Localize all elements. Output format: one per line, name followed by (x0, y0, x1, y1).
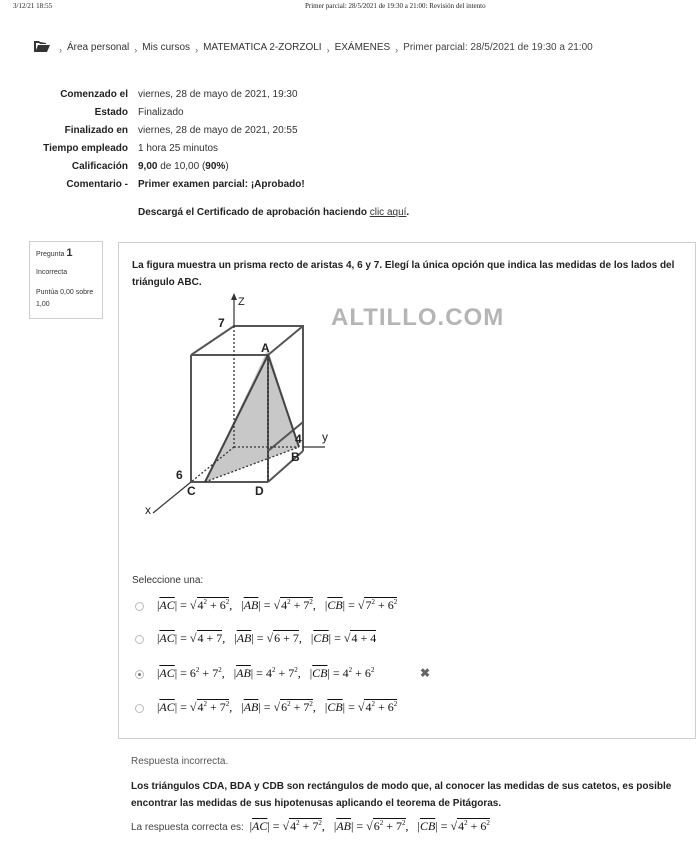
question-number-value: 1 (66, 247, 73, 259)
print-title: Primer parcial: 28/5/2021 de 19:30 a 21:00: Revisión del intento (305, 2, 486, 10)
summary-row-time (0, 143, 700, 159)
feedback-result: Respuesta incorrecta. (131, 756, 229, 767)
grade-score: 9,00 (138, 161, 158, 172)
summary-row-state (0, 107, 700, 123)
time-label: Tiempo empleado (43, 143, 128, 154)
answer-option-2[interactable] (133, 629, 673, 651)
answer-prompt: Seleccione una: (132, 575, 204, 586)
summary-row-finished (0, 125, 700, 141)
print-datetime: 3/12/21 18:55 (13, 2, 53, 10)
label-z: Z (238, 296, 245, 308)
breadcrumb-examenes[interactable]: EXÁMENES (334, 41, 391, 53)
summary-row-grade (0, 161, 700, 177)
option-formula: $|\overline{AC}| = √4^2 + 6^2$, $|\overline{AB}| = √4^2 + 7^2$, $|\overline{CB}| = √7^2 + 6^2$ (157, 598, 398, 612)
correct-answer-formula: $|\overline{AC}| = √4^2 + 7^2$, $|\overline{AB}| = √6^2 + 7^2$, $|\overline{CB}| = √4^2 + 6^2$ (246, 819, 490, 833)
summary-row-started (0, 89, 700, 105)
answer-option-3[interactable] (133, 664, 673, 686)
breadcrumb-course[interactable]: MATEMATICA 2-ZORZOLI (203, 41, 322, 53)
breadcrumb-mis-cursos[interactable]: Mis cursos (142, 41, 191, 53)
label-c: C (187, 484, 196, 498)
question-text: La figura muestra un prisma recto de aristas 4, 6 y 7. Elegí la única opción que indica las medidas de los lados del triángulo ABC. (132, 260, 675, 288)
breadcrumb-area-personal[interactable]: Área personal (67, 41, 130, 53)
option-formula: $|\overline{AC}| = √4 + 7$, $|\overline{AB}| = √6 + 7$, $|\overline{CB}| = √4 + 4$ (157, 631, 377, 645)
radio-button[interactable] (135, 704, 144, 713)
finished-label: Finalizado en (64, 125, 128, 136)
grade-value (138, 161, 229, 172)
option-formula: $|\overline{AC}| = √4^2 + 7^2$, $|\overline{AB}| = √6^2 + 7^2$, $|\overline{CB}| = √4^2 + 6^2$ (157, 700, 398, 714)
comment-value (138, 179, 305, 190)
watermark: ALTILLO.COM (331, 304, 505, 331)
axis-z-arrow (231, 293, 237, 300)
summary-row-comment (0, 179, 700, 195)
label-a: A (261, 341, 270, 355)
certificate-tail: . (406, 207, 410, 218)
time-value: 1 hora 25 minutos (138, 143, 219, 154)
label-x: x (145, 503, 151, 517)
started-value: viernes, 28 de mayo de 2021, 19:30 (138, 89, 298, 100)
answer-option-4[interactable] (133, 698, 673, 720)
started-label: Comenzado el (60, 89, 128, 100)
question-content-box (118, 242, 696, 739)
print-header (0, 2, 700, 14)
radio-button-selected[interactable] (135, 670, 144, 679)
question-number (36, 247, 73, 259)
breadcrumb-separator: › (59, 45, 62, 55)
feedback-explanation: Los triángulos CDA, BDA y CDB son rectángulos de modo que, al conocer las medidas de sus catetos, es posible encontrar las medidas de sus hipotenusas aplicando el teorema de Pitágoras. (131, 781, 672, 809)
breadcrumb-separator: › (326, 45, 330, 55)
radio-button[interactable] (135, 602, 144, 611)
breadcrumb (34, 39, 593, 55)
certificate-text: Descargá el Certificado de aprobación haciendo (138, 207, 370, 218)
grade-percent: 90% (205, 161, 226, 172)
state-label: Estado (94, 107, 128, 118)
label-b: B (291, 450, 300, 464)
grade-of: de 10,00 ( (160, 161, 206, 172)
question-label: Pregunta (36, 251, 65, 258)
comment-text: Primer examen parcial: ¡Aprobado! (138, 179, 305, 190)
question-state: Incorrecta (36, 269, 68, 276)
breadcrumb-quiz[interactable]: Primer parcial: 28/5/2021 de 19:30 a 21:00 (403, 41, 593, 53)
correct-answer (131, 819, 490, 834)
radio-button[interactable] (135, 635, 144, 644)
triangle-abc-fill (205, 349, 299, 482)
comment-label: Comentario - (66, 179, 128, 190)
label-d: D (255, 484, 264, 498)
breadcrumb-separator: › (134, 45, 138, 55)
question-info-box (29, 241, 103, 319)
label-6: 6 (176, 468, 183, 482)
answer-option-1[interactable] (133, 596, 673, 618)
folder-home-icon[interactable] (34, 41, 50, 53)
axis-x (153, 482, 191, 513)
breadcrumb-separator: › (395, 45, 399, 55)
state-value: Finalizado (138, 107, 184, 118)
certificate-link[interactable]: clic aquí (369, 207, 407, 218)
finished-value: viernes, 28 de mayo de 2021, 20:55 (138, 125, 298, 136)
grade-close: ) (225, 161, 229, 172)
breadcrumb-separator: › (195, 45, 199, 55)
prism-edge-top-right (268, 326, 303, 355)
cross-icon: ✖ (420, 666, 431, 680)
option-formula: $|\overline{AC}| = 6^2 + 7^2$, $|\overline{AB}| = 4^2 + 7^2$, $|\overline{CB}| = 4^2 + 6^2$ (157, 666, 375, 680)
prism-figure (131, 289, 331, 519)
label-y: y (322, 430, 328, 444)
question-grade: Puntúa 0,00 sobre 1,00 (36, 289, 94, 308)
certificate-note (138, 207, 409, 218)
correct-answer-label: La respuesta correcta es: (131, 822, 244, 833)
label-7: 7 (218, 316, 225, 330)
grade-label: Calificación (71, 161, 128, 172)
label-4: 4 (295, 432, 302, 446)
